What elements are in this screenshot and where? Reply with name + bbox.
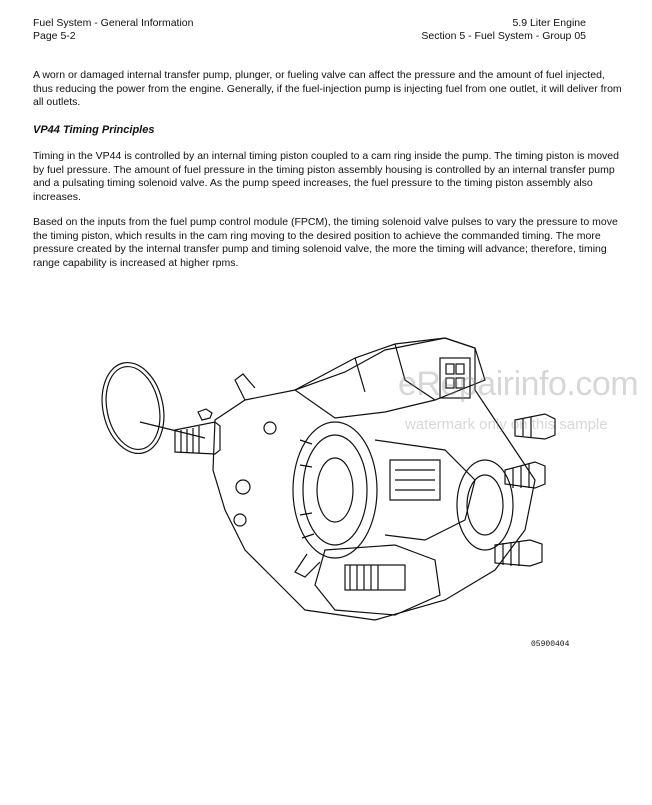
woodruff-key-drawing xyxy=(198,409,212,420)
header-right xyxy=(421,17,586,43)
watermark-text: eRepairinfo.com xyxy=(398,365,639,403)
header-engine: 5.9 Liter Engine xyxy=(512,17,586,29)
fuel-outlet-fittings xyxy=(495,414,555,566)
paragraph-fpcm: Based on the inputs from the fuel pump control module (FPCM), the timing solenoid valve pulses to vary the pressure to move the timing piston, which results in the cam ring moving to the desired position to achieve the commanded timing. The more pressure created by the internal transfer pump and timing solenoid valve, the more the timing will advance; therefore, timing range capability is increased at higher rpms. xyxy=(33,216,618,269)
header-section-title: Fuel System - General Information xyxy=(33,17,194,29)
paragraph-transfer-pump: A worn or damaged internal transfer pump, plunger, or fueling valve can affect the pressure and the amount of fuel injected, thus reducing the power from the engine. Generally, if the fuel-injection pump is injecting fuel from one outlet, it will deliver from all outlets. xyxy=(33,69,622,108)
watermark-subtext: watermark only on this sample xyxy=(405,416,608,433)
paragraph-timing-piston: Timing in the VP44 is controlled by an internal timing piston coupled to a cam ring inside the pump. The timing piston is moved by fuel pressure. The amount of fuel pressure in the timing piston assembly housing is controlled by an internal transfer pump and a pulsating timing solenoid valve. As the pump speed increases, the fuel pressure to the timing piston assembly also increases. xyxy=(33,150,619,203)
header-page-number: Page 5-2 xyxy=(33,30,76,42)
figure-id: 05900404 xyxy=(531,640,570,649)
distributor-head-drawing xyxy=(457,460,513,550)
header-left xyxy=(33,17,193,43)
flange-bolt-hole xyxy=(236,480,250,494)
section-heading: VP44 Timing Principles xyxy=(33,124,155,136)
header-section-group: Section 5 - Fuel System - Group 05 xyxy=(421,30,586,42)
